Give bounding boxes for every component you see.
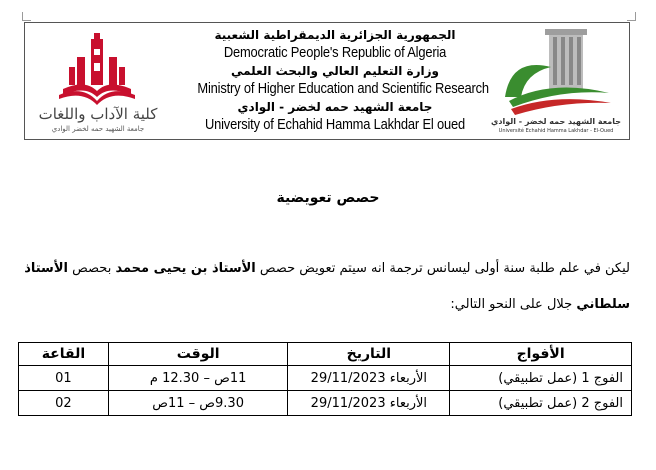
table-header-row [19, 343, 632, 366]
header-university-arabic: جامعة الشهيد حمه لخضر - الوادي [237, 100, 433, 114]
teacher-name-replaced: الأستاذ بن يحيى محمد [115, 261, 256, 276]
announcement-line-2 [26, 298, 630, 311]
header-republic-english: Democratic People's Republic of Algeria [223, 44, 447, 61]
header-room: القاعة [19, 343, 109, 366]
announcement-text-1: ليكن في علم طلبة سنة أولى ليسانس ترجمة انه سيتم تعويض حصص [255, 261, 630, 276]
cell-room: 01 [19, 366, 109, 391]
announcement-text-2: بحصص [67, 261, 116, 276]
announcement-text-3: جلال على النحو التالي: [450, 297, 577, 312]
cell-group: الفوج 1 (عمل تطبيقي) [450, 366, 632, 391]
table-row [19, 366, 632, 391]
header-time: الوقت [108, 343, 288, 366]
letterhead [24, 22, 630, 140]
table-row [19, 391, 632, 416]
header-group: الأفواج [450, 343, 632, 366]
faculty-logo-subtext: جامعة الشهيد حمه لخضر الوادي [51, 125, 145, 133]
cell-time: 9.30ص – 11ص [108, 391, 288, 416]
cell-room: 02 [19, 391, 109, 416]
faculty-logo [33, 29, 163, 135]
schedule-table [18, 342, 632, 416]
teacher-title: الأستاذ [24, 261, 68, 276]
faculty-logo-text: كلية الآداب واللغات [38, 105, 158, 123]
university-logo-text: جامعة الشهيد حمه لخضر - الوادي [491, 117, 621, 126]
university-logo [491, 27, 621, 137]
page-corner-mark-right [627, 12, 636, 21]
announcement-line-1 [26, 262, 630, 275]
cell-date: الأربعاء 29/11/2023 [288, 366, 450, 391]
header-ministry-arabic: وزارة التعليم العالي والبحث العلمي [230, 64, 440, 78]
document-title: حصص تعويضية [276, 190, 380, 206]
cell-time: 11ص – 12.30 م [108, 366, 288, 391]
university-logo-subtext: Université Echahid Hamma Lakhdar - El-Oued [498, 128, 614, 134]
header-date: التاريخ [288, 343, 450, 366]
cell-group: الفوج 2 (عمل تطبيقي) [450, 391, 632, 416]
header-university-english: University of Echahid Hamma Lakhdar El oued [204, 116, 466, 133]
page-corner-mark-left [22, 12, 31, 21]
teacher-name-substitute: سلطاني [576, 297, 630, 312]
header-ministry-english: Ministry of Higher Education and Scientific Research [197, 80, 489, 97]
header-republic-arabic: الجمهورية الجزائرية الديمقراطية الشعبية [214, 28, 456, 42]
cell-date: الأربعاء 29/11/2023 [288, 391, 450, 416]
